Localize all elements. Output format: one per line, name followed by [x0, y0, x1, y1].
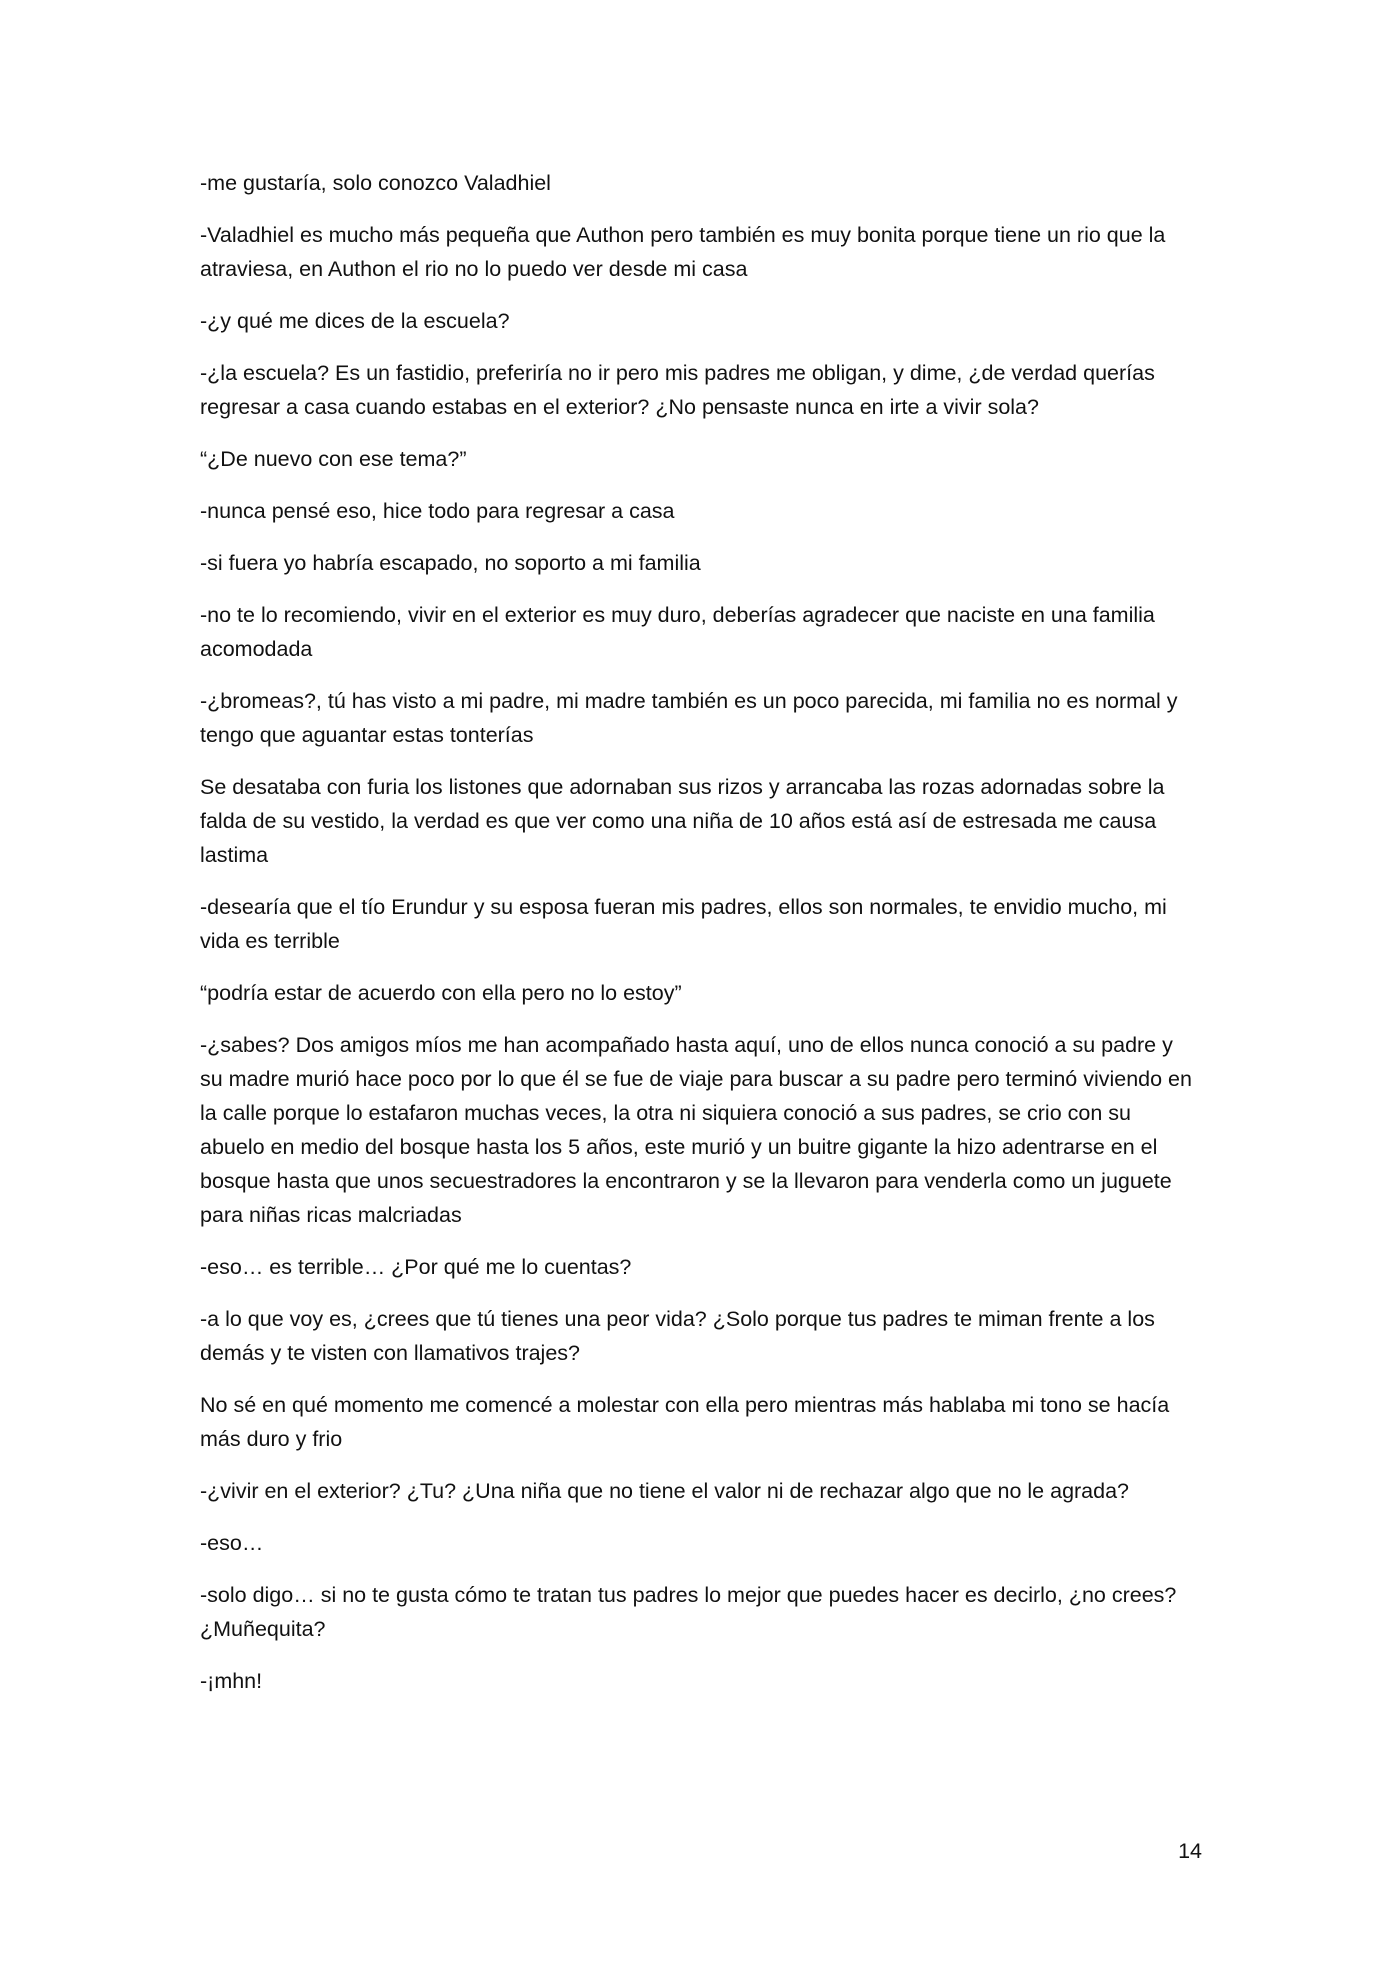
paragraph: -eso… es terrible… ¿Por qué me lo cuentas?	[200, 1255, 632, 1279]
paragraph: -¿sabes? Dos amigos míos me han acompañado hasta aquí, uno de ellos nunca conoció a su padre y su madre murió hace poco por lo que él se fue de viaje para buscar a su padre pero terminó viviendo en la calle porque lo estafaron muchas veces, la otra ni siquiera conoció a sus padres, se crio con su abuelo en medio del bosque hasta los 5 años, este murió y un buitre gigante la hizo adentrarse en el bosque hasta que unos secuestradores la encontraron y se la llevaron para venderla como un juguete para niñas ricas malcriadas	[200, 1033, 1192, 1227]
paragraph: -¡mhn!	[200, 1669, 263, 1693]
document-body	[200, 166, 1200, 1716]
paragraph: -¿la escuela? Es un fastidio, preferiría no ir pero mis padres me obligan, y dime, ¿de verdad querías regresar a casa cuando estabas en el exterior? ¿No pensaste nunca en irte a vivir sola?	[200, 361, 1155, 419]
paragraph: -¿bromeas?, tú has visto a mi padre, mi madre también es un poco parecida, mi familia no es normal y tengo que aguantar estas tonterías	[200, 689, 1178, 747]
paragraph: -nunca pensé eso, hice todo para regresar a casa	[200, 499, 675, 523]
paragraph: -si fuera yo habría escapado, no soporto a mi familia	[200, 551, 701, 575]
paragraph: Se desataba con furia los listones que adornaban sus rizos y arrancaba las rozas adornadas sobre la falda de su vestido, la verdad es que ver como una niña de 10 años está así de estresada me causa lastima	[200, 775, 1165, 867]
paragraph: -solo digo… si no te gusta cómo te tratan tus padres lo mejor que puedes hacer es decirlo, ¿no crees? ¿Muñequita?	[200, 1583, 1177, 1641]
paragraph: -a lo que voy es, ¿crees que tú tienes una peor vida? ¿Solo porque tus padres te miman frente a los demás y te visten con llamativos trajes?	[200, 1307, 1155, 1365]
paragraph: -eso…	[200, 1531, 264, 1555]
paragraph: -me gustaría, solo conozco Valadhiel	[200, 171, 551, 195]
paragraph: “¿De nuevo con ese tema?”	[200, 447, 467, 471]
page-number: 14	[1178, 1839, 1202, 1863]
paragraph: -Valadhiel es mucho más pequeña que Authon pero también es muy bonita porque tiene un rio que la atraviesa, en Authon el rio no lo puedo ver desde mi casa	[200, 223, 1166, 281]
paragraph: -no te lo recomiendo, vivir en el exterior es muy duro, deberías agradecer que naciste en una familia acomodada	[200, 603, 1155, 661]
paragraph: No sé en qué momento me comencé a molestar con ella pero mientras más hablaba mi tono se hacía más duro y frio	[200, 1393, 1170, 1451]
paragraph: -¿y qué me dices de la escuela?	[200, 309, 510, 333]
paragraph: -¿vivir en el exterior? ¿Tu? ¿Una niña que no tiene el valor ni de rechazar algo que no le agrada?	[200, 1479, 1130, 1503]
paragraph: “podría estar de acuerdo con ella pero no lo estoy”	[200, 981, 682, 1005]
paragraph: -desearía que el tío Erundur y su esposa fueran mis padres, ellos son normales, te envidio mucho, mi vida es terrible	[200, 895, 1167, 953]
